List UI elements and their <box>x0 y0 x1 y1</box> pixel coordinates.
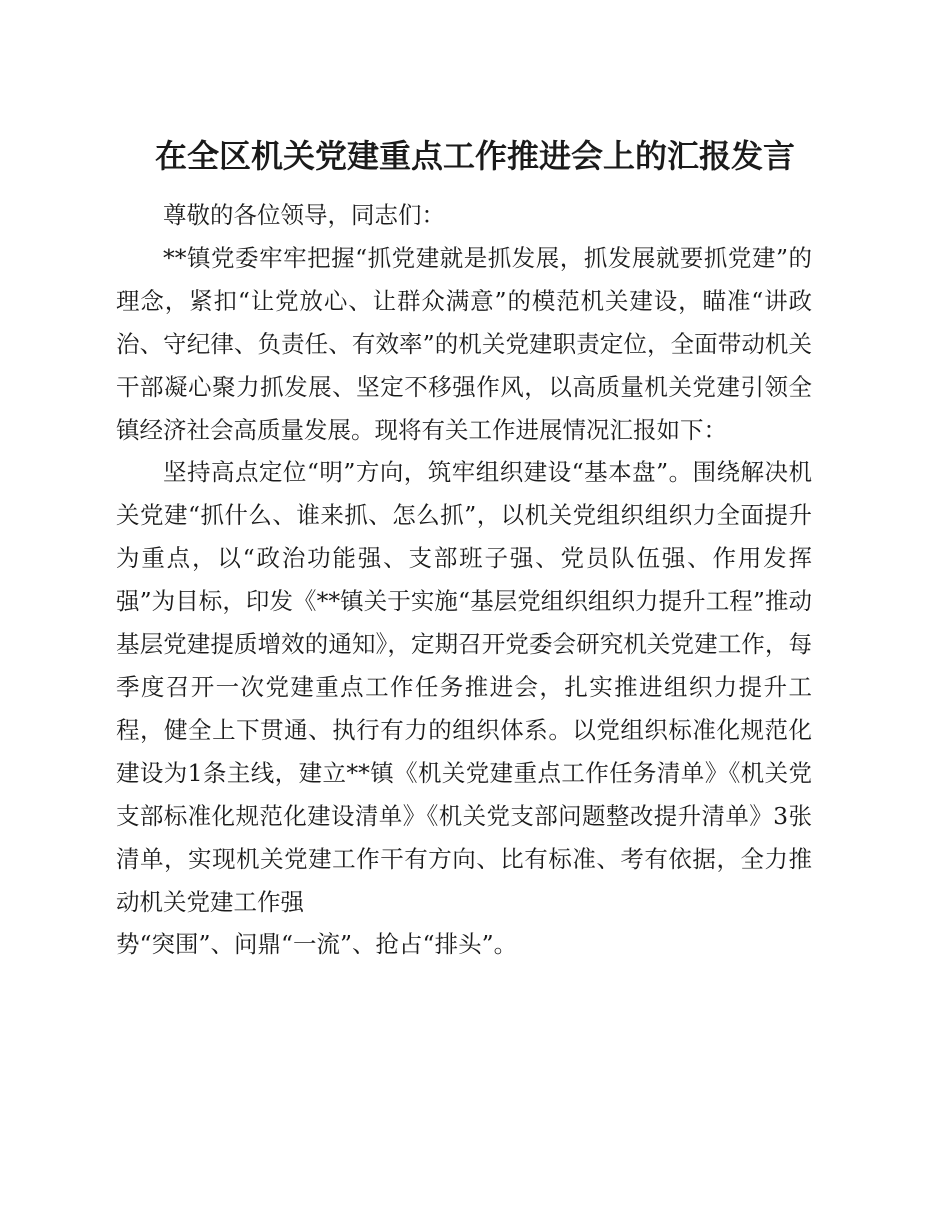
document-body <box>116 194 812 966</box>
document-title: 在全区机关党建重点工作推进会上的汇报发言 <box>154 137 795 175</box>
paragraph-closing-line: 势“突围”、问鼎“一流”、抢占“排头”。 <box>116 930 518 959</box>
salutation: 尊敬的各位领导，同志们： <box>163 201 445 229</box>
paragraph-intro: **镇党委牢牢把握“抓党建就是抓发展，抓发展就要抓党建”的理念，紧扣“让党放心、让群众满意”的模范机关建设，瞄准“讲政治、守纪律、负责任、有效率”的机关党建职责定位，全面带动机关干部凝心聚力抓发展、坚定不移强作风，以高质量机关党建引领全镇经济社会高质量发展。现将有关工作进展情况汇报如下： <box>116 243 812 444</box>
paragraph-organization: 坚持高点定位“明”方向，筑牢组织建设“基本盘”。围绕解决机关党建“抓什么、谁来抓、怎么抓”，以机关党组织组织力全面提升为重点，以“政治功能强、支部班子强、党员队伍强、作用发挥强”为目标，印发《**镇关于实施“基层党组织组织力提升工程”推动基层党建提质增效的通知》，定期召开党委会研究机关党建工作，每季度召开一次党建重点工作任务推进会，扎实推进组织力提升工程，健全上下贯通、执行有力的组织体系。以党组织标准化规范化建设为1条主线，建立**镇《机关党建重点工作任务清单》《机关党支部标准化规范化建设清单》《机关党支部问题整改提升清单》3张清单，实现机关党建工作干有方向、比有标准、考有依据，全力推动机关党建工作强 <box>116 458 812 916</box>
